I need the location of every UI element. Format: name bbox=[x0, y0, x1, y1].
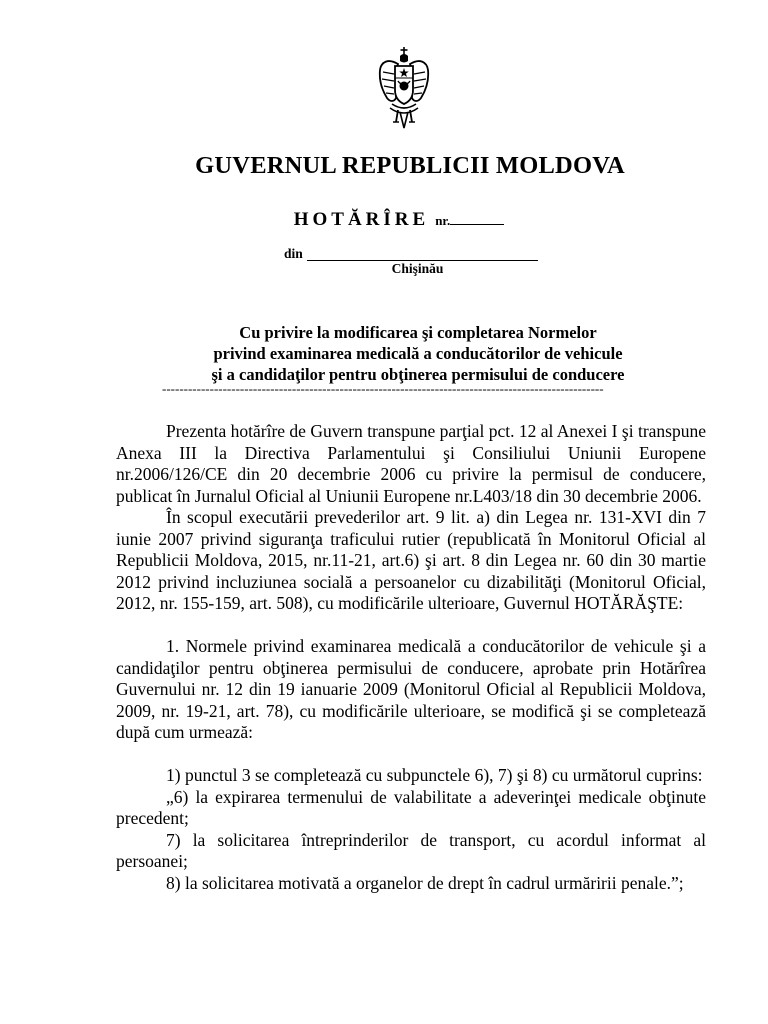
government-title: GUVERNUL REPUBLICII MOLDOVA bbox=[195, 152, 625, 179]
subject-line: şi a candidaţilor pentru obţinerea permisului de conducere bbox=[211, 365, 625, 384]
amendment-item: 1) punctul 3 se completează cu subpunctele 6), 7) şi 8) cu următorul cuprins: bbox=[166, 765, 703, 785]
subject-line: privind examinarea medicală a conducătorilor de vehicule bbox=[213, 344, 623, 363]
decision-word: HOTĂRÎRE bbox=[293, 209, 430, 230]
moldova-coat-of-arms-icon bbox=[378, 46, 430, 130]
legal-basis-paragraph: În scopul executării prevederilor art. 9 lit. a) din Legea nr. 131-XVI din 7 iunie 2007 privind siguranţa traficului rutier (republicată în Monitorul Oficial al Republicii Moldova, 2015, nr.11-21, art.6) şi art. 8 din Legea nr. 60 din 30 martie 2012 privind incluziunea socială a persoanelor cu dizabilităţi (Monitorul Oficial, 2012, nr. 155-159, art. 508), cu modificările ulterioare, Guvernul HOTĂRĂŞTE: bbox=[116, 507, 706, 613]
article-1-paragraph: 1. Normele privind examinarea medicală a conducătorilor de vehicule şi a candidaţilor pentru obţinerea permisului de conducere, aprobate prin Hotărîrea Guvernului nr. 12 din 19 ianuarie 2009 (Monitorul Oficial al Republicii Moldova, 2009, nr. 19-21, art. 78), cu modificările ulterioare, se modifică şi se completează după cum urmează: bbox=[116, 636, 706, 742]
preamble-paragraph: Prezenta hotărîre de Guvern transpune parţial pct. 12 al Anexei I şi transpune Anexa III la Directiva Parlamentului şi Consiliului Uniunii Europene nr.2006/126/CE din 20 decembrie 2006 cu privire la permisul de conducere, publicat în Jurnalul Oficial al Uniunii Europene nr.L403/18 din 30 decembrie 2006. bbox=[116, 421, 706, 506]
decision-subject bbox=[0, 322, 768, 385]
subject-line: Cu privire la modificarea şi completarea Normelor bbox=[239, 323, 597, 342]
decision-number-blank bbox=[450, 210, 504, 225]
amendment-subitem: 7) la solicitarea întreprinderilor de transport, cu acordul informat al persoanei; bbox=[116, 829, 706, 871]
place-label: Chişinău bbox=[391, 261, 444, 276]
decision-number-label: nr. bbox=[435, 213, 451, 228]
date-label: din bbox=[284, 246, 303, 261]
document-body bbox=[116, 421, 706, 894]
decision-heading bbox=[0, 209, 768, 231]
amendment-subitem: 8) la solicitarea motivată a organelor de drept în cadrul urmăririi penale.”; bbox=[166, 872, 684, 893]
amendment-subitem: „6) la expirarea termenului de valabilitate a adeverinţei medicale obţinute precedent; bbox=[116, 786, 706, 828]
subject-separator: ------------------------------------------------------------------------------------------------------ bbox=[162, 382, 604, 396]
